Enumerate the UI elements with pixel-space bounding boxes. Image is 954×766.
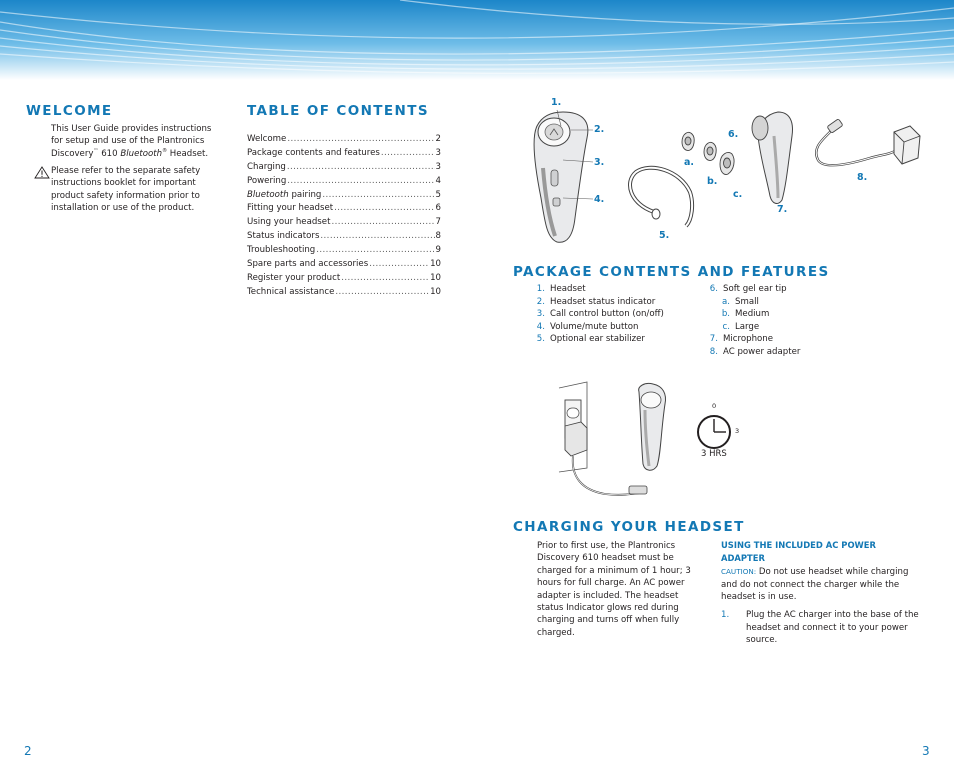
ac-adapter-illustration [810,118,922,178]
clock-icon [693,412,735,452]
toc-item: Status indicators ..... 8 [247,230,441,244]
package-list-item: 1. Headset [536,284,586,294]
ac-adapter-subheading: USING THE INCLUDED AC POWER ADAPTER [721,540,876,563]
package-list-item: b. Medium [721,309,770,320]
toc-item: Register your product ..... 10 [247,272,441,286]
toc-item: Welcome ..... 2 [247,133,441,147]
package-list-item: 3. Call control button (on/off) [536,309,664,320]
page-number-right: 3 [922,744,930,758]
toc-item: Powering ..... 4 [247,175,441,189]
callout-b: b. [707,176,718,187]
toc-item: Fitting your headset ..... 6 [247,202,441,216]
clock-label-right: 3 [735,427,740,435]
callout-5: 5. [659,230,670,241]
step-1: 1. Plug the AC charger into the base of the headset and connect it to your power source. [721,610,919,645]
package-list-item: 6. Soft gel ear tip [709,284,787,294]
toc-item: Using your headset ..... 7 [247,216,441,230]
safety-notice-text: Please refer to the separate safety instructions booklet for important product safety information prior to installation or use of the product. [51,166,201,214]
callout-4: 4. [594,194,605,205]
welcome-intro-text: This User Guide provides instructions for setup and use of the Plantronics Discovery™ 610 Bluetooth® Headset. [51,124,212,159]
toc-item: Spare parts and accessories ..... 10 [247,258,441,272]
package-list-col1 [532,283,664,346]
toc-heading: TABLE OF CONTENTS [247,103,429,119]
package-list-item: 2. Headset status indicator [536,296,656,307]
headset-side-illustration [748,106,798,206]
header-banner [0,0,954,80]
clock-caption: 3 HRS [701,449,727,459]
charging-heading: CHARGING YOUR HEADSET [513,519,745,535]
callout-7: 7. [777,204,788,215]
charging-intro-text: Prior to first use, the Plantronics Discovery 610 headset must be charged for a minimum of 1 hour; 3 hours for full charge. An AC power adapter is included. The headset status Indicator glows red during charging and turns off when fully charged. [537,541,691,638]
package-list-col2 [705,283,800,359]
callout-2: 2. [594,124,605,135]
toc-item: Bluetooth pairing ..... 5 [247,189,441,203]
package-contents-heading: PACKAGE CONTENTS AND FEATURES [513,264,830,280]
toc-item: Technical assistance ..... 10 [247,286,441,300]
callout-8: 8. [857,172,868,183]
callout-a: a. [684,157,695,168]
package-list-item: 7. Microphone [709,334,774,345]
callout-6: 6. [728,129,739,140]
table-of-contents [247,133,441,300]
warning-triangle-icon [34,166,50,179]
callout-3: 3. [594,157,605,168]
toc-item: Package contents and features ..... 3 [247,147,441,161]
package-list-item: c. Large [722,321,760,332]
page-number-left: 2 [24,744,32,758]
toc-item: Charging ..... 3 [247,161,441,175]
caution-text: CAUTION: Do not use headset while charging and do not connect the charger while the headset is in use. [721,567,909,602]
callout-1: 1. [551,97,562,108]
package-list-item: a. Small [722,296,759,307]
package-list-item: 4. Volume/mute button [536,321,639,332]
package-list-item: 8. AC power adapter [709,346,801,357]
welcome-heading: WELCOME [26,103,113,119]
package-list-item: 5. Optional ear stabilizer [536,334,645,345]
callout-c: c. [733,189,743,200]
charging-illustration [557,380,677,500]
clock-label-top: 0 [712,402,717,410]
toc-item: Troubleshooting ..... 9 [247,244,441,258]
